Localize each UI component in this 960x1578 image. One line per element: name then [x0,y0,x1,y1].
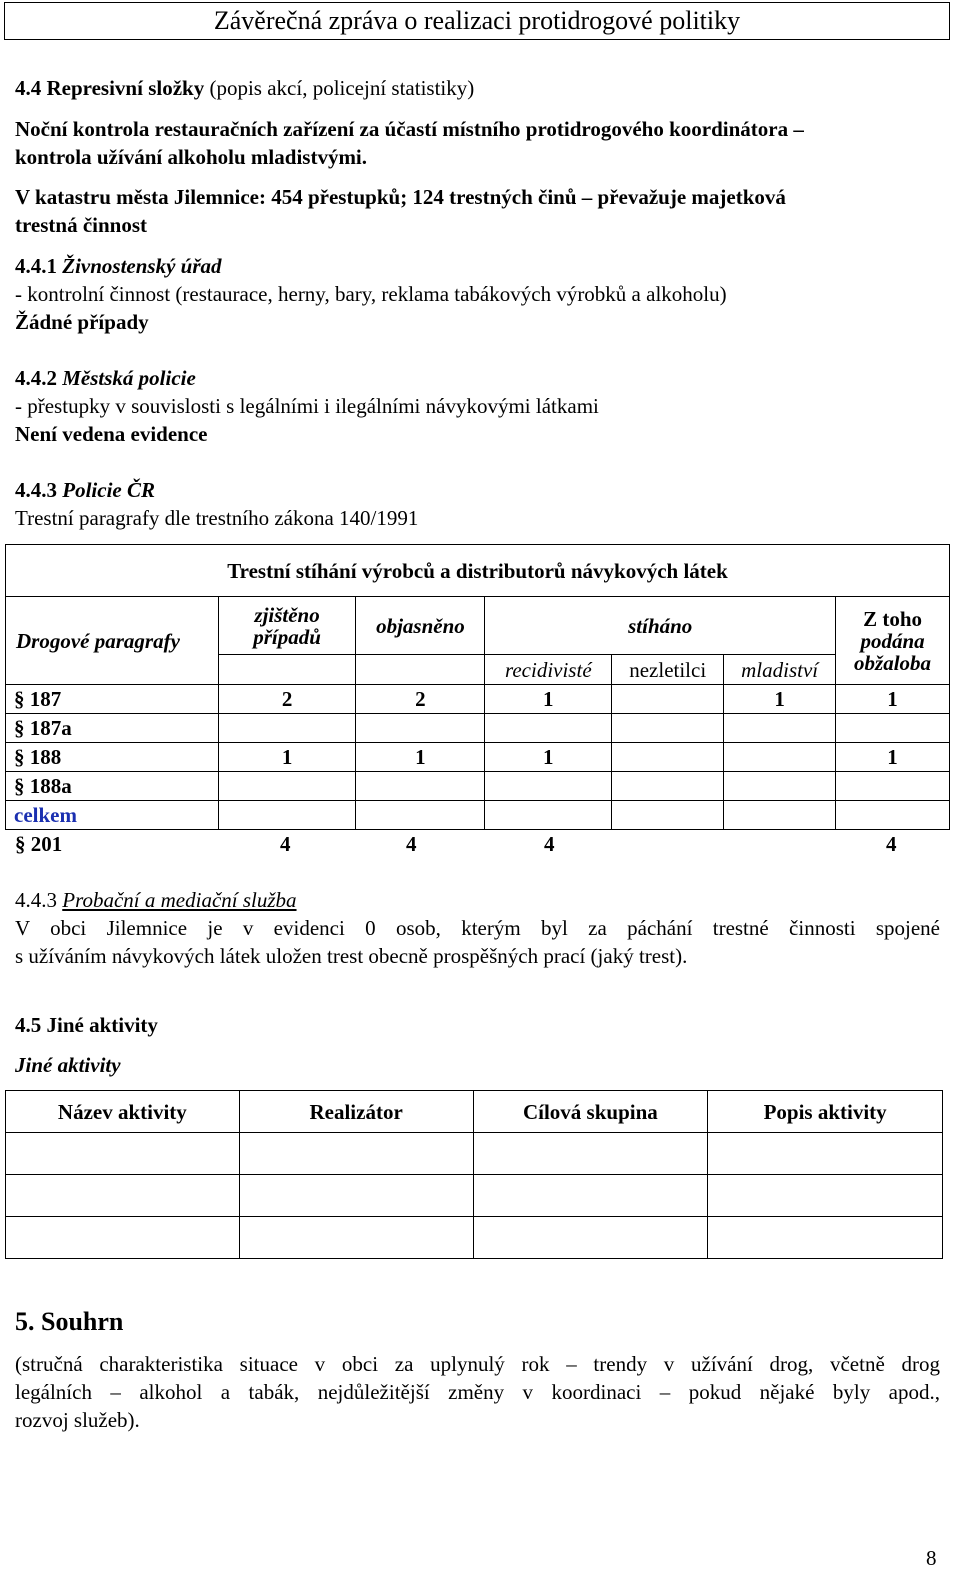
section-4-4-1-heading: 4.4.1 Živnostenský úřad [15,254,222,278]
document-title: Závěrečná zpráva o realizaci protidrogové politiky [213,6,741,35]
row-201-solved: 4 [406,832,417,856]
section-4-4-1-desc: - kontrolní činnost (restaurace, herny, bary, reklama tabákových výrobků a alkoholu) [15,282,727,306]
probation-heading: 4.4.3 Probační a mediační služba [15,888,297,912]
col-indicted: Z toho podána obžaloba [836,597,950,685]
col-solved: objasněno [356,597,485,655]
page-number: 8 [926,1546,937,1570]
row-201-indicted: 4 [886,832,897,856]
col-drug-paragraphs: Drogové paragrafy [6,597,219,685]
para-cadastre-1: V katastru města Jilemnice: 454 přestupků; 124 trestných činů – převažuje majetková [15,185,786,209]
table-row: § 187a [6,714,950,743]
crime-table [5,544,950,830]
col-target-group: Cílová skupina [473,1091,708,1133]
summary-text-1: (stručná charakteristika situace v obci za uplynulý rok – trendy v užívání drog, včetně drog [15,1352,940,1376]
table-row [6,1217,943,1259]
col-implementer: Realizátor [239,1091,473,1133]
table-row [6,1133,943,1175]
probation-text-2: s užíváním návykových látek uložen trest obecně prospěšných prací (jaký trest). [15,944,688,968]
sub-juveniles: mladiství [724,655,836,685]
summary-text-3: rozvoj služeb). [15,1408,140,1432]
table-row-total: celkem [6,801,950,830]
table-row [6,1175,943,1217]
row-201-recid: 4 [544,832,555,856]
para-cadastre-2: trestná činnost [15,213,148,237]
section-4-4-1-result: Žádné případy [15,310,149,334]
table-row: § 187 2 2 1 1 1 [6,685,950,714]
para-night-check-1: Noční kontrola restauračních zařízení za účastí místního protidrogového koordinátora – [15,117,804,141]
section-4-5-heading: 4.5 Jiné aktivity [15,1013,158,1037]
section-4-4-2-result: Není vedena evidence [15,422,208,446]
summary-text-2: legálních – alkohol a tabák, nejdůležitější změny v koordinaci – pokud nějaké byly apod., [15,1380,940,1404]
col-activity-desc: Popis aktivity [708,1091,943,1133]
col-prosecuted: stíháno [485,597,836,655]
section-4-4-2-heading: 4.4.2 Městská policie [15,366,196,390]
col-found: zjištěno případů [218,597,356,655]
activities-table [5,1090,943,1259]
row-201-para: § 201 [15,832,63,856]
table-row: § 188 1 1 1 1 [6,743,950,772]
row-201-found: 4 [280,832,291,856]
sub-recidivists: recidivisté [485,655,612,685]
section-4-4-3-desc: Trestní paragrafy dle trestního zákona 140/1991 [15,506,419,530]
sub-minors: nezletilci [612,655,724,685]
section-5-heading: 5. Souhrn [15,1307,124,1336]
table-row: § 188a [6,772,950,801]
crime-table-caption: Trestní stíhání výrobců a distributorů návykových látek [6,545,950,597]
document-header [4,2,950,40]
para-night-check-2: kontrola užívání alkoholu mladistvými. [15,145,368,169]
section-4-4-3-heading: 4.4.3 Policie ČR [15,478,155,502]
section-4-4-2-desc: - přestupky v souvislosti s legálními i ilegálními návykovými látkami [15,394,599,418]
probation-text-1: V obci Jilemnice je v evidenci 0 osob, kterým byl za páchání trestné činnosti spojené [15,916,940,940]
section-4-5-subheading: Jiné aktivity [15,1053,121,1077]
section-4-4-heading: 4.4 Represivní složky (popis akcí, policejní statistiky) [15,76,475,100]
col-activity-name: Název aktivity [6,1091,240,1133]
